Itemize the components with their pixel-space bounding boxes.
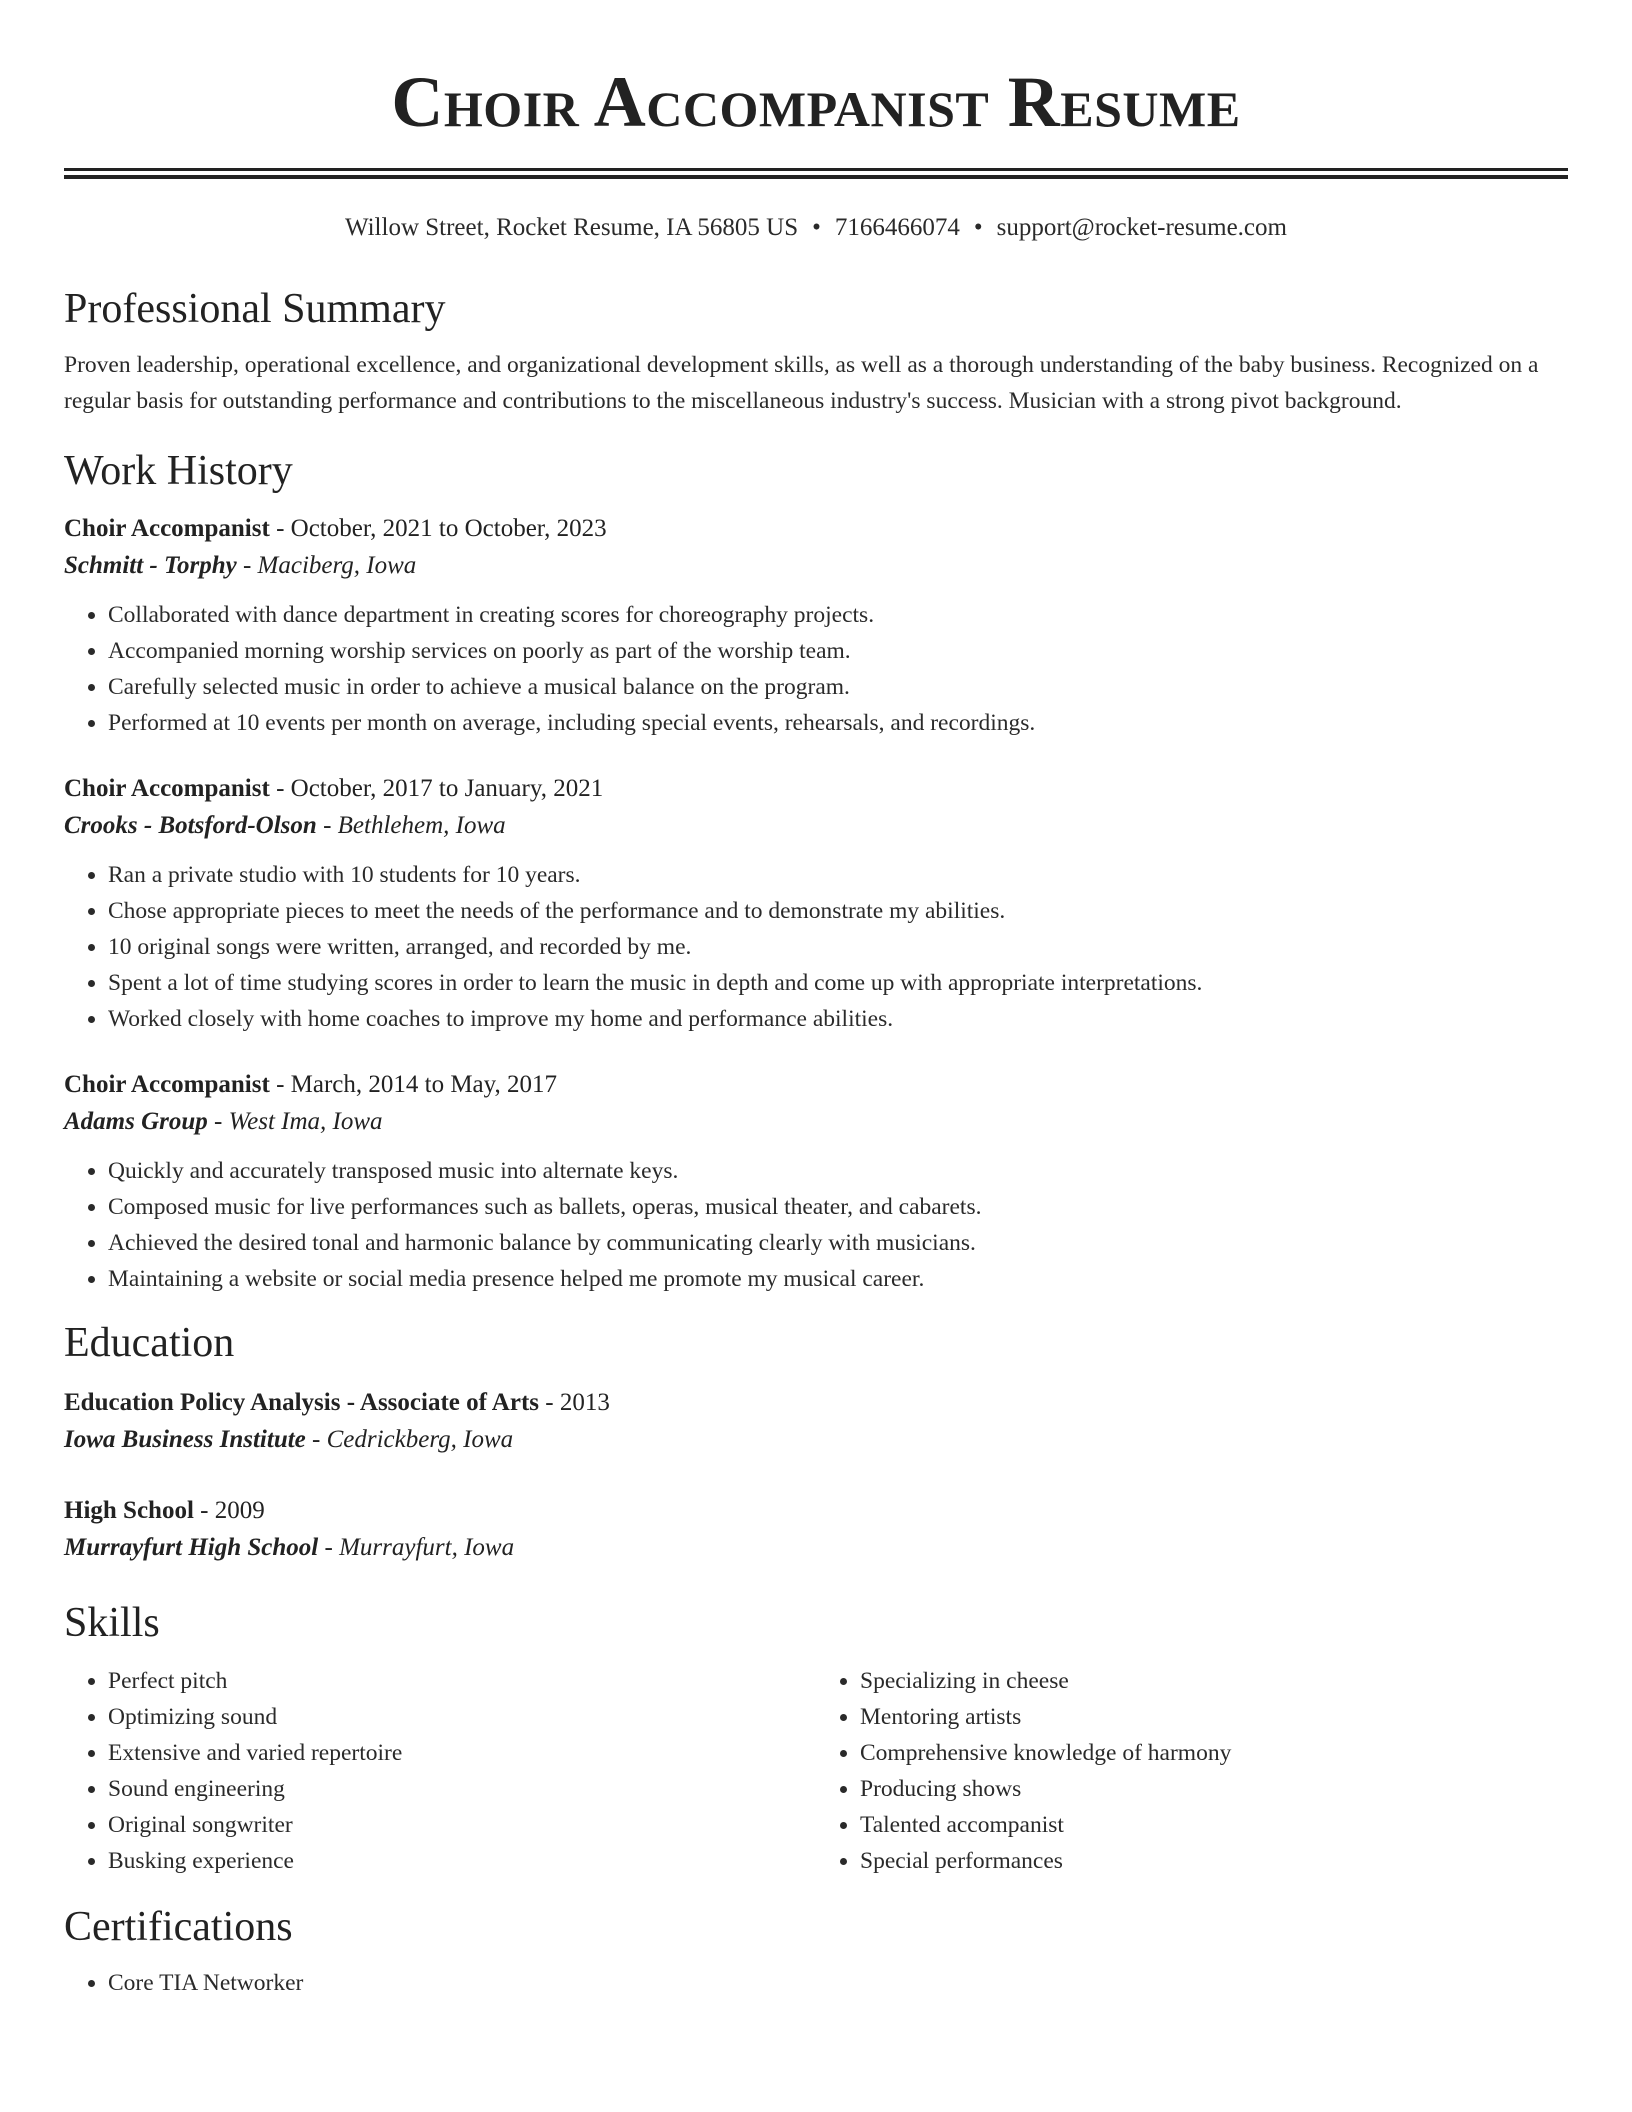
job-bullet: • Ran a private studio with 10 students for 10 years. [108,857,1568,893]
title-double-rule [64,168,1568,179]
skill-item: • Perfect pitch [108,1663,816,1699]
job-entry [64,1067,1568,1297]
education-degree: High School [64,1497,194,1524]
skill-item: • Talented accompanist [860,1807,1568,1843]
job-entry [64,771,1568,1037]
job-bullet: • Collaborated with dance department in creating scores for choreography projects. [108,597,1568,633]
education-location: - Murrayfurt, Iowa [318,1534,515,1561]
job-bullet: • Performed at 10 events per month on average, including special events, rehearsals, and recordings. [108,705,1568,741]
skill-item: • Sound engineering [108,1771,816,1807]
job-title: Choir Accompanist [64,775,270,802]
contact-address: Willow Street, Rocket Resume, IA 56805 US [345,214,799,241]
job-bullets [64,1153,1568,1297]
job-bullet: • Accompanied morning worship services on poorly as part of the worship team. [108,633,1568,669]
skills-column-left [64,1663,816,1879]
education-header [64,1385,1568,1421]
education-year: - 2013 [539,1389,610,1416]
job-bullets [64,857,1568,1037]
job-employer [64,807,1568,845]
contact-separator: • [973,214,983,241]
job-header [64,771,1568,807]
education-header [64,1493,1568,1529]
job-location: - West Ima, Iowa [207,1108,383,1135]
skill-item: • Specializing in cheese [860,1663,1568,1699]
skill-item: • Mentoring artists [860,1699,1568,1735]
job-entry [64,511,1568,741]
contact-line [64,213,1568,243]
education-school-line [64,1421,1568,1459]
skill-item: • Busking experience [108,1843,816,1879]
job-company: Crooks - Botsford-Olson [64,812,317,839]
skill-item: • Optimizing sound [108,1699,816,1735]
contact-phone: 7166466074 [834,214,960,241]
skill-item: • Original songwriter [108,1807,816,1843]
education-school: Iowa Business Institute [64,1426,306,1453]
section-heading-skills: Skills [64,1600,160,1646]
job-title: Choir Accompanist [64,1071,270,1098]
resume-title: Choir Accompanist Resume [391,62,1241,142]
job-bullet: • 10 original songs were written, arranged, and recorded by me. [108,929,1568,965]
skills-grid [64,1663,1568,1879]
education-entry [64,1385,1568,1459]
skill-item: • Special performances [860,1843,1568,1879]
job-company: Adams Group [64,1108,208,1135]
education-school-line [64,1529,1568,1567]
skill-item: • Comprehensive knowledge of harmony [860,1735,1568,1771]
certifications-list [64,1965,1568,2001]
job-bullet: • Composed music for live performances such as ballets, operas, musical theater, and cabarets. [108,1189,1568,1225]
section-heading-education: Education [64,1320,235,1366]
job-bullet: • Chose appropriate pieces to meet the needs of the performance and to demonstrate my abilities. [108,893,1568,929]
skill-item: • Producing shows [860,1771,1568,1807]
section-heading-summary: Professional Summary [64,286,446,332]
contact-separator: • [812,214,821,241]
job-header [64,1067,1568,1103]
job-bullet: • Carefully selected music in order to achieve a musical balance on the program. [108,669,1568,705]
education-year: - 2009 [193,1497,265,1524]
job-bullet: • Quickly and accurately transposed music into alternate keys. [108,1153,1568,1189]
job-header [64,511,1568,547]
job-bullet: • Worked closely with home coaches to improve my home and performance abilities. [108,1001,1568,1037]
job-bullets [64,597,1568,741]
job-employer [64,547,1568,585]
job-dates: - March, 2014 to May, 2017 [269,1071,558,1098]
education-location: - Cedrickberg, Iowa [305,1426,514,1453]
job-dates: - October, 2017 to January, 2021 [269,775,604,802]
job-bullet: • Maintaining a website or social media presence helped me promote my musical career. [108,1261,1568,1297]
education-entry [64,1493,1568,1567]
section-heading-certifications: Certifications [64,1904,293,1950]
education-school: Murrayfurt High School [64,1534,319,1561]
certification-item: • Core TIA Networker [108,1965,1568,2001]
skill-item: • Extensive and varied repertoire [108,1735,816,1771]
job-location: - Maciberg, Iowa [236,552,417,579]
contact-email: support@rocket-resume.com [996,214,1287,241]
job-location: - Bethlehem, Iowa [316,812,506,839]
summary-text: Proven leadership, operational excellence, and organizational development skills, as well as a thorough understanding of the baby business. Recognized on a regular basis for outstanding performance and contributions to the miscellaneous industry's success. Musician with a strong pivot background. [64,352,1539,414]
section-heading-work-history: Work History [64,448,293,494]
job-company: Schmitt - Torphy [64,552,237,579]
education-degree: Education Policy Analysis - Associate of Arts [64,1389,540,1416]
job-title: Choir Accompanist [64,515,270,542]
skills-column-right [816,1663,1568,1879]
job-bullet: • Achieved the desired tonal and harmonic balance by communicating clearly with musicians. [108,1225,1568,1261]
job-employer [64,1103,1568,1141]
job-dates: - October, 2021 to October, 2023 [269,515,607,542]
job-bullet: • Spent a lot of time studying scores in order to learn the music in depth and come up with appropriate interpretations. [108,965,1568,1001]
